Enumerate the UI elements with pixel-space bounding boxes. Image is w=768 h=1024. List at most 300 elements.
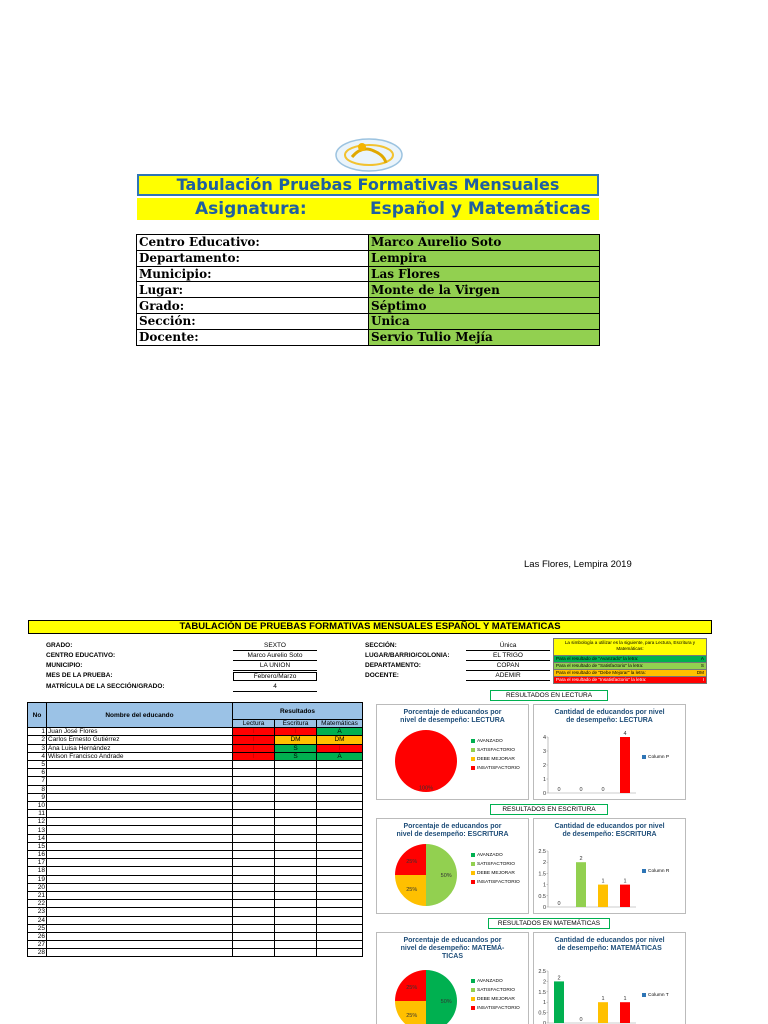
result-cell[interactable]: [233, 760, 275, 768]
pie-slice: [395, 730, 457, 792]
bar-series-name: Column T: [648, 993, 669, 998]
table-row: [28, 752, 363, 760]
table-row: [28, 851, 363, 859]
student-name[interactable]: [47, 769, 233, 777]
result-cell[interactable]: S: [275, 752, 317, 760]
pie-chart-title: Porcentaje de educandos por nivel de desempeño: ESCRITURA: [396, 823, 509, 838]
pie-legend-label: INSATISFACTORIO: [477, 766, 520, 771]
bar: [598, 1002, 608, 1023]
table-row: [28, 916, 363, 924]
section-banner: RESULTADOS EN ESCRITURA: [490, 804, 608, 815]
row-number: 4: [28, 752, 47, 760]
row-number: 17: [28, 859, 47, 867]
pie-legend-label: SATISFACTORIO: [477, 748, 515, 753]
bar-value-label: 0: [557, 787, 561, 793]
result-cell[interactable]: [275, 769, 317, 777]
info-label: Municipio:: [137, 266, 369, 282]
row-number: 24: [28, 916, 47, 924]
student-name[interactable]: [47, 908, 233, 916]
row-number: 18: [28, 867, 47, 875]
table-row: [28, 932, 363, 940]
pie-chart: [391, 969, 461, 1024]
pie-legend-label: INSATISFACTORIO: [477, 1006, 520, 1011]
bar-chart-title: Cantidad de educandos por nivel de desempeño: MATEMÁTICAS: [554, 937, 665, 952]
bar-value-label: 2: [579, 856, 583, 863]
row-number: 25: [28, 924, 47, 932]
bar-value-label: 0: [557, 901, 561, 907]
bar-series-name: Column P: [648, 755, 670, 760]
result-cell[interactable]: [275, 842, 317, 850]
bar-value-label: 0: [601, 787, 605, 793]
bar: [576, 862, 586, 907]
bar-value-label: 1: [601, 996, 605, 1003]
legend-letter: DM: [696, 670, 704, 675]
row-number: 21: [28, 891, 47, 899]
result-cell[interactable]: [233, 908, 275, 916]
subject-label: Asignatura:: [195, 199, 307, 219]
legend-letter: A: [700, 656, 704, 661]
legend-swatch: [471, 757, 475, 761]
student-name[interactable]: [47, 924, 233, 932]
field-label: GRADO:: [46, 642, 73, 649]
field-value: ADEMIR: [466, 672, 550, 681]
info-value: Lempira: [369, 250, 600, 266]
student-name[interactable]: [47, 777, 233, 785]
info-label: Grado:: [137, 298, 369, 314]
row-number: 27: [28, 941, 47, 949]
result-cell[interactable]: [233, 834, 275, 842]
pie-legend-item: [471, 764, 520, 773]
result-cell[interactable]: [275, 801, 317, 809]
result-cell[interactable]: [275, 760, 317, 768]
legend-swatch: [471, 880, 475, 884]
info-row: [137, 235, 600, 251]
bar: [554, 981, 564, 1023]
info-value: Marco Aurelio Soto: [369, 235, 600, 251]
field-label: MUNICIPIO:: [46, 662, 83, 669]
result-cell[interactable]: [275, 908, 317, 916]
student-name[interactable]: [47, 867, 233, 875]
result-cell[interactable]: [275, 924, 317, 932]
result-cell[interactable]: [233, 826, 275, 834]
field-label: MES DE LA PRUEBA:: [46, 672, 113, 679]
row-number: 1: [28, 728, 47, 736]
result-cell[interactable]: [275, 818, 317, 826]
result-cell[interactable]: [317, 949, 363, 957]
pie-legend-item: [471, 746, 520, 755]
row-number: 26: [28, 932, 47, 940]
student-name[interactable]: [47, 785, 233, 793]
field-value: COPAN: [466, 662, 550, 671]
y-tick-label: 2.5: [538, 969, 546, 975]
pie-legend-item: [471, 995, 520, 1004]
row-number: 16: [28, 851, 47, 859]
bar-chart-title: Cantidad de educandos por nivel de desempeño: LECTURA: [554, 709, 665, 724]
result-cell[interactable]: [233, 949, 275, 957]
info-row: [137, 282, 600, 298]
result-cell[interactable]: [275, 891, 317, 899]
table-row: [28, 769, 363, 777]
col-name-header: Nombre del educando: [47, 703, 233, 728]
student-name[interactable]: [47, 810, 233, 818]
table-row: [28, 777, 363, 785]
legend-swatch: [471, 1006, 475, 1010]
pie-label: 50%: [440, 999, 452, 1005]
student-name: Wilson Francisco Andrade: [47, 752, 233, 760]
student-name[interactable]: [47, 842, 233, 850]
result-cell[interactable]: [275, 777, 317, 785]
table-row: [28, 826, 363, 834]
legend-row: [554, 676, 706, 683]
y-tick-label: 1.5: [538, 989, 546, 996]
result-cell[interactable]: [233, 801, 275, 809]
pie-chart-title: Porcentaje de educandos por nivel de desempeño: LECTURA: [400, 709, 505, 724]
pie-legend-label: AVANZADO: [477, 853, 503, 858]
result-cell[interactable]: [233, 859, 275, 867]
sheet-title: TABULACIÓN DE PRUEBAS FORMATIVAS MENSUALES ESPAÑOL Y MATEMATICAS: [28, 620, 712, 634]
row-number: 9: [28, 793, 47, 801]
legend-text: Para el resultado de "Avanzado" la letra:: [556, 656, 639, 661]
info-label: Lugar:: [137, 282, 369, 298]
field-label: DEPARTAMENTO:: [365, 662, 421, 669]
row-number: 8: [28, 785, 47, 793]
result-cell[interactable]: [233, 777, 275, 785]
table-row: [28, 760, 363, 768]
result-cell[interactable]: [317, 801, 363, 809]
result-cell[interactable]: [233, 875, 275, 883]
student-name[interactable]: [47, 826, 233, 834]
legend-swatch: [471, 853, 475, 857]
pie-label: 25%: [406, 858, 418, 865]
result-cell[interactable]: [233, 883, 275, 891]
student-name[interactable]: [47, 793, 233, 801]
result-cell[interactable]: [317, 916, 363, 924]
pie-legend: [471, 851, 520, 887]
result-cell[interactable]: [275, 834, 317, 842]
pie-chart-panel: [376, 932, 529, 1024]
pie-legend: [471, 737, 520, 773]
student-name: Juan José Flores: [47, 728, 233, 736]
y-tick-label: 0: [542, 791, 546, 797]
result-cell[interactable]: [233, 818, 275, 826]
student-name[interactable]: [47, 834, 233, 842]
result-cell[interactable]: [317, 842, 363, 850]
y-tick-label: 1: [542, 882, 546, 889]
pie-label: 25%: [406, 984, 418, 991]
pie-chart-title: Porcentaje de educandos por nivel de desempeño: MATEMÁ-TICAS: [400, 937, 505, 960]
result-cell[interactable]: [275, 941, 317, 949]
row-number: 2: [28, 736, 47, 744]
legend-text: Para el resultado de "Insatisfactorio" la letra:: [556, 677, 647, 682]
y-tick-label: 2: [542, 763, 546, 769]
info-row: [137, 313, 600, 329]
result-cell[interactable]: [317, 932, 363, 940]
row-number: 19: [28, 875, 47, 883]
y-tick-label: 4: [542, 735, 546, 741]
row-number: 11: [28, 810, 47, 818]
result-cell[interactable]: I: [233, 728, 275, 736]
result-cell[interactable]: [275, 949, 317, 957]
pie-legend-label: SATISFACTORIO: [477, 988, 515, 993]
legend-swatch: [471, 862, 475, 866]
table-row: [28, 793, 363, 801]
student-name[interactable]: [47, 916, 233, 924]
result-cell[interactable]: [233, 916, 275, 924]
info-label: Departamento:: [137, 250, 369, 266]
bar-series-name: Column R: [648, 869, 670, 874]
result-cell[interactable]: [275, 867, 317, 875]
y-tick-label: 2: [542, 860, 546, 867]
result-cell[interactable]: I: [317, 744, 363, 752]
result-cell[interactable]: [317, 875, 363, 883]
legend-letter: I: [702, 677, 704, 682]
result-cell[interactable]: [317, 891, 363, 899]
y-tick-label: 2.5: [538, 849, 546, 855]
result-cell[interactable]: [317, 867, 363, 875]
result-cell[interactable]: [233, 851, 275, 859]
pie-legend-label: DEBE MEJORAR: [477, 871, 515, 876]
result-cell[interactable]: [233, 924, 275, 932]
result-cell[interactable]: [233, 900, 275, 908]
info-value: Unica: [369, 313, 600, 329]
result-cell[interactable]: [317, 826, 363, 834]
document-title: Tabulación Pruebas Formativas Mensuales: [137, 174, 599, 196]
info-value: Servio Tulio Mejía: [369, 329, 600, 345]
result-cell[interactable]: [275, 932, 317, 940]
col-results-header: Resultados: [233, 703, 363, 720]
bar-legend: [642, 867, 669, 876]
legend-swatch: [471, 988, 475, 992]
student-name[interactable]: [47, 941, 233, 949]
info-row: [137, 329, 600, 345]
pie-label: 25%: [406, 887, 418, 894]
bar-chart-panel: [533, 818, 686, 914]
y-tick-label: 0: [542, 905, 546, 911]
result-cell[interactable]: [275, 859, 317, 867]
result-cell[interactable]: [317, 834, 363, 842]
result-cell[interactable]: [233, 785, 275, 793]
field-value: SEXTO: [233, 642, 317, 651]
y-tick-label: 1: [542, 1000, 546, 1007]
result-cell[interactable]: [275, 810, 317, 818]
pie-slice: [426, 970, 457, 1024]
field-value: EL TRIGO: [466, 652, 550, 661]
pie-legend-item: [471, 878, 520, 887]
legend-letter: S: [700, 663, 704, 668]
info-label: Docente:: [137, 329, 369, 345]
bar-value-label: 2: [557, 975, 561, 982]
legend-swatch: [642, 755, 646, 759]
info-row: [137, 250, 600, 266]
y-tick-label: 3: [542, 749, 546, 755]
legend-swatch: [471, 997, 475, 1001]
row-number: 15: [28, 842, 47, 850]
result-cell[interactable]: [317, 883, 363, 891]
legend-header: La simbología a utilizar es la siguiente, para Lectura, Escritura y Matemáticas:: [554, 639, 706, 655]
result-cell[interactable]: S: [275, 744, 317, 752]
result-cell[interactable]: I: [233, 744, 275, 752]
bar-value-label: 0: [579, 787, 583, 793]
symbol-legend: [553, 638, 707, 684]
pie-legend-item: [471, 737, 520, 746]
result-cell[interactable]: [317, 859, 363, 867]
table-row: [28, 875, 363, 883]
pie-legend-item: [471, 1004, 520, 1013]
result-cell[interactable]: [233, 891, 275, 899]
pie-legend-item: [471, 851, 520, 860]
student-name[interactable]: [47, 818, 233, 826]
student-name[interactable]: [47, 760, 233, 768]
result-cell[interactable]: [317, 777, 363, 785]
pie-label: 25%: [406, 1013, 418, 1020]
row-number: 6: [28, 769, 47, 777]
result-cell[interactable]: [317, 760, 363, 768]
pie-chart-panel: [376, 818, 529, 914]
table-row: [28, 924, 363, 932]
table-row: [28, 744, 363, 752]
result-cell[interactable]: DM: [317, 736, 363, 744]
table-row: [28, 900, 363, 908]
student-name[interactable]: [47, 801, 233, 809]
result-cell[interactable]: [275, 793, 317, 801]
student-name[interactable]: [47, 891, 233, 899]
table-row: [28, 891, 363, 899]
result-cell[interactable]: [317, 793, 363, 801]
result-cell[interactable]: [233, 867, 275, 875]
bar-value-label: 1: [601, 878, 605, 885]
result-cell[interactable]: I: [233, 752, 275, 760]
result-cell[interactable]: [275, 883, 317, 891]
field-label: CENTRO EDUCATIVO:: [46, 652, 116, 659]
pie-legend-label: AVANZADO: [477, 979, 503, 984]
pie-legend-label: AVANZADO: [477, 739, 503, 744]
result-cell[interactable]: A: [317, 728, 363, 736]
result-cell[interactable]: [317, 900, 363, 908]
row-number: 13: [28, 826, 47, 834]
result-cell[interactable]: I: [233, 736, 275, 744]
info-table: [136, 234, 600, 346]
legend-swatch: [471, 766, 475, 770]
student-name[interactable]: [47, 859, 233, 867]
info-value: Séptimo: [369, 298, 600, 314]
result-cell[interactable]: [317, 818, 363, 826]
result-cell[interactable]: A: [317, 752, 363, 760]
row-number: 10: [28, 801, 47, 809]
y-tick-label: 0: [542, 1021, 546, 1024]
results-table: [27, 702, 363, 957]
place-date: Las Flores, Lempira 2019: [524, 559, 632, 570]
bar-chart-title: Cantidad de educandos por nivel de desempeño: ESCRITURA: [554, 823, 665, 838]
result-cell[interactable]: [317, 924, 363, 932]
y-tick-label: 2: [542, 979, 546, 986]
pie-legend-label: INSATISFACTORIO: [477, 880, 520, 885]
result-cell[interactable]: [233, 842, 275, 850]
result-cell[interactable]: [275, 875, 317, 883]
table-row: [28, 801, 363, 809]
result-cell[interactable]: [233, 932, 275, 940]
student-name[interactable]: [47, 875, 233, 883]
student-name[interactable]: [47, 949, 233, 957]
bar-legend: [642, 753, 669, 762]
student-name: Ana Luisa Hernández: [47, 744, 233, 752]
result-cell[interactable]: [233, 810, 275, 818]
legend-row: [554, 662, 706, 669]
field-label: SECCIÓN:: [365, 642, 397, 649]
result-cell[interactable]: [317, 785, 363, 793]
legend-text: Para el resultado de "Debe Mejorar" la letra:: [556, 670, 646, 675]
bar: [620, 1002, 630, 1023]
pie-label: 100%: [418, 785, 434, 792]
row-number: 20: [28, 883, 47, 891]
table-row: [28, 941, 363, 949]
bar-value-label: 1: [623, 878, 627, 885]
y-tick-label: 0.5: [538, 893, 546, 900]
table-row: [28, 883, 363, 891]
pie-legend-item: [471, 860, 520, 869]
legend-swatch: [471, 871, 475, 875]
result-cell[interactable]: [233, 941, 275, 949]
row-number: 23: [28, 908, 47, 916]
student-name[interactable]: [47, 851, 233, 859]
row-number: 14: [28, 834, 47, 842]
table-row: [28, 908, 363, 916]
subject-row: [137, 198, 599, 220]
table-row: [28, 818, 363, 826]
result-cell[interactable]: [317, 851, 363, 859]
student-name[interactable]: [47, 883, 233, 891]
result-cell[interactable]: [317, 908, 363, 916]
result-cell[interactable]: [275, 851, 317, 859]
section-banner: RESULTADOS EN LECTURA: [490, 690, 608, 701]
info-label: Centro Educativo:: [137, 235, 369, 251]
bar-value-label: 4: [623, 731, 627, 737]
row-number: 5: [28, 760, 47, 768]
field-value: Marco Aurelio Soto: [233, 652, 317, 661]
row-number: 7: [28, 777, 47, 785]
result-cell[interactable]: [317, 769, 363, 777]
result-cell[interactable]: [275, 916, 317, 924]
result-cell[interactable]: [275, 900, 317, 908]
pie-legend-item: [471, 986, 520, 995]
result-cell[interactable]: [275, 785, 317, 793]
pie-chart: [391, 729, 461, 793]
field-label: MATRÍCULA DE LA SECCIÓN/GRADO:: [46, 683, 165, 690]
result-cell[interactable]: I: [275, 728, 317, 736]
col-lectura-header: Lectura: [233, 720, 275, 728]
bar: [598, 885, 608, 907]
col-escritura-header: Escritura: [275, 720, 317, 728]
student-name[interactable]: [47, 900, 233, 908]
student-name[interactable]: [47, 932, 233, 940]
bar-chart: [534, 963, 644, 1024]
result-cell[interactable]: [275, 826, 317, 834]
bar-chart: [534, 729, 644, 799]
result-cell[interactable]: [233, 793, 275, 801]
pie-legend-item: [471, 755, 520, 764]
legend-swatch: [642, 993, 646, 997]
table-row: [28, 834, 363, 842]
result-cell[interactable]: [317, 810, 363, 818]
pie-legend-item: [471, 869, 520, 878]
field-value: Febrero/Marzo: [233, 672, 317, 681]
table-row: [28, 859, 363, 867]
result-cell[interactable]: DM: [275, 736, 317, 744]
row-number: 3: [28, 744, 47, 752]
info-value: Monte de la Virgen: [369, 282, 600, 298]
result-cell[interactable]: [317, 941, 363, 949]
legend-swatch: [471, 748, 475, 752]
result-cell[interactable]: [233, 769, 275, 777]
